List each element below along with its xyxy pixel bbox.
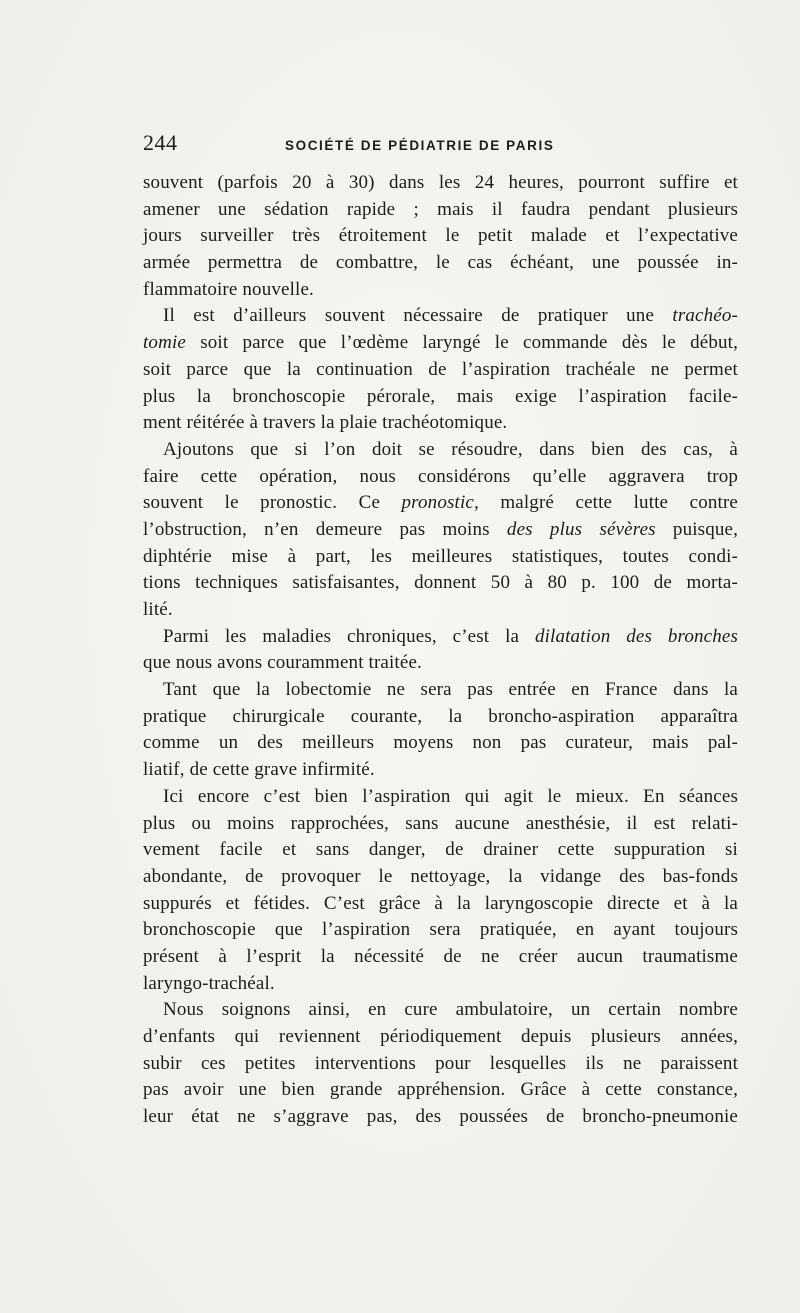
body-text bbox=[143, 170, 738, 1131]
text-line: comme un des meilleurs moyens non pas curateur, mais pal- bbox=[143, 732, 738, 754]
italic-term: dilatation des bronches bbox=[534, 625, 739, 647]
page-header bbox=[143, 130, 738, 162]
text-line: l’obstruction, n’en demeure pas moins des plus sévères puisque, bbox=[143, 518, 738, 540]
text-line: faire cette opération, nous considérons qu’elle aggravera trop bbox=[143, 465, 738, 487]
italic-term: pronostic, bbox=[401, 492, 479, 514]
text-line: souvent le pronostic. Ce pronostic, malgré cette lutte contre bbox=[143, 492, 738, 514]
text-line: plus ou moins rapprochées, sans aucune anesthésie, il est relati- bbox=[143, 812, 738, 834]
text-line: amener une sédation rapide ; mais il faudra pendant plusieurs bbox=[143, 198, 738, 220]
text-line: laryngo-trachéal. bbox=[143, 972, 275, 994]
text-line: armée permettra de combattre, le cas échéant, une poussée in- bbox=[143, 252, 738, 274]
text-line: que nous avons couramment traitée. bbox=[143, 652, 422, 674]
text-line: Tant que la lobectomie ne sera pas entrée en France dans la bbox=[163, 679, 738, 701]
text-line: diphtérie mise à part, les meilleures statistiques, toutes condi- bbox=[143, 545, 738, 567]
text-line: souvent (parfois 20 à 30) dans les 24 heures, pourront suffire et bbox=[143, 172, 738, 193]
text-line: subir ces petites interventions pour lesquelles ils ne paraissent bbox=[143, 1052, 738, 1074]
text-line: d’enfants qui reviennent périodiquement depuis plusieurs années, bbox=[143, 1026, 738, 1047]
text-line: plus la bronchoscopie pérorale, mais exige l’aspiration facile- bbox=[143, 385, 738, 407]
text-line: suppurés et fétides. C’est grâce à la laryngoscopie directe et à la bbox=[143, 892, 738, 914]
text-line: flammatoire nouvelle. bbox=[143, 278, 314, 300]
text-line: ment réitérée à travers la plaie trachéotomique. bbox=[143, 412, 508, 434]
text-line: Il est d’ailleurs souvent nécessaire de pratiquer une trachéo- bbox=[163, 305, 738, 327]
text-line: tions techniques satisfaisantes, donnent 50 à 80 p. 100 de morta- bbox=[143, 572, 738, 594]
text-line: vement facile et sans danger, de drainer cette suppuration si bbox=[143, 839, 738, 861]
text-line: leur état ne s’aggrave pas, des poussées de broncho-pneumonie bbox=[143, 1106, 738, 1128]
text-line: soit parce que la continuation de l’aspiration trachéale ne permet bbox=[143, 358, 738, 380]
text-line: liatif, de cette grave infirmité. bbox=[143, 759, 375, 781]
italic-term: tomie bbox=[143, 332, 186, 354]
text-line: abondante, de provoquer le nettoyage, la vidange des bas-fonds bbox=[143, 865, 738, 887]
page-number: 244 bbox=[143, 130, 178, 155]
text-line: pas avoir une bien grande appréhension. Grâce à cette constance, bbox=[143, 1079, 738, 1101]
text-line: tomie soit parce que l’œdème laryngé le commande dès le début, bbox=[143, 332, 738, 354]
text-line: présent à l’esprit la nécessité de ne créer aucun traumatisme bbox=[143, 945, 738, 967]
text-line: jours surveiller très étroitement le petit malade et l’expectative bbox=[143, 225, 738, 247]
italic-term: des plus sévères bbox=[506, 518, 656, 540]
italic-term: trachéo- bbox=[672, 305, 738, 327]
text-line: pratique chirurgicale courante, la broncho-aspiration apparaîtra bbox=[143, 705, 738, 727]
running-title: SOCIÉTÉ DE PÉDIATRIE DE PARIS bbox=[285, 138, 555, 153]
text-line: Nous soignons ainsi, en cure ambulatoire, un certain nombre bbox=[163, 999, 738, 1021]
text-line: Ajoutons que si l’on doit se résoudre, dans bien des cas, à bbox=[163, 438, 738, 460]
text-line: Parmi les maladies chroniques, c’est la dilatation des bronches bbox=[163, 625, 739, 647]
text-line: Ici encore c’est bien l’aspiration qui agit le mieux. En séances bbox=[163, 785, 738, 807]
text-line: lité. bbox=[143, 599, 173, 620]
text-line: bronchoscopie que l’aspiration sera pratiquée, en ayant toujours bbox=[143, 919, 738, 941]
